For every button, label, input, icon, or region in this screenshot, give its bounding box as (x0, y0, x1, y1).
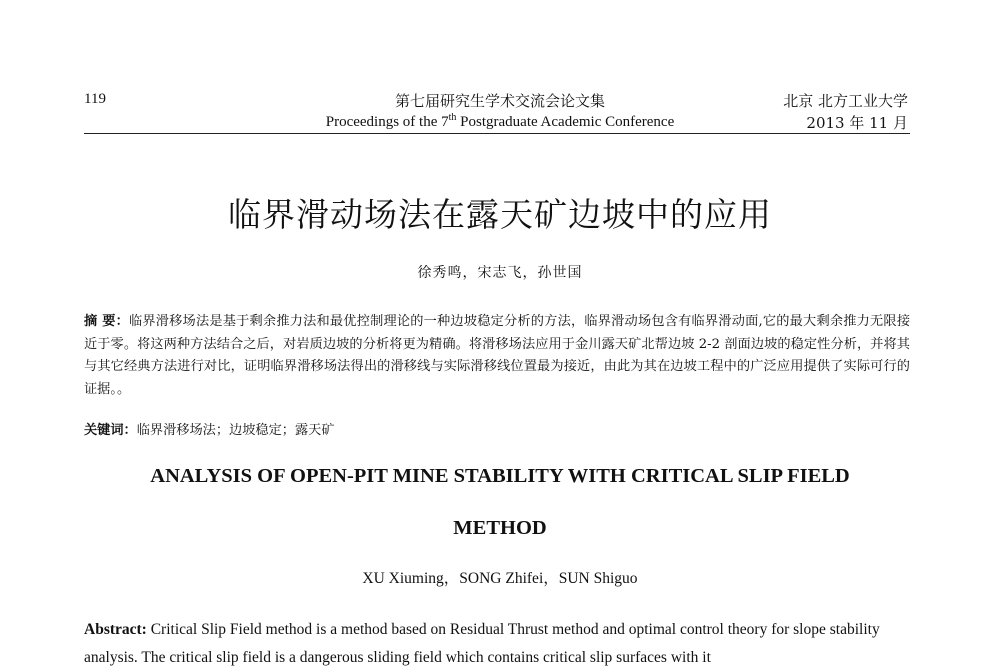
paper-title-en (0, 450, 1000, 554)
abstract-cn-body: 临界滑移场法是基于剩余推力法和最优控制理论的一种边坡稳定分析的方法，临界滑动场包含有临界滑动面,它的最大剩余推力无限接近于零。将这两种方法结合之后，对岩质边坡的分析将更为精确。将滑移场法应用于金川露天矿北帮边坡 2-2 剖面边坡的稳定性分析，并将其与其它经典方法进行对比，证明临界滑移场法得出的滑移线与实际滑移线位置最为接近，由此为其在边坡工程中的广泛应用提供了实际可行的证据。。 (84, 314, 911, 397)
paper-title-en-line2: METHOD (453, 517, 547, 539)
keywords-cn (84, 419, 910, 438)
conference-title-cn: 第七届研究生学术交流会论文集 (394, 92, 605, 110)
abstract-cn (84, 311, 910, 401)
paper-title-cn: 临界滑动场法在露天矿边坡中的应用 (228, 195, 772, 234)
abstract-en-label: Abstract: (84, 621, 147, 638)
paper-title-en-line1: ANALYSIS OF OPEN-PIT MINE STABILITY WITH CRITICAL SLIP FIELD (150, 465, 850, 487)
authors-cn: 徐秀鸣，宋志飞，孙世国 (417, 265, 583, 281)
keywords-cn-label: 关键词： (84, 423, 137, 438)
abstract-en-body: Critical Slip Field method is a method based on Residual Thrust method and optimal control theory for slope stability analysis. The critical slip field is a dangerous sliding field which contains critical slip surfaces with it (84, 621, 880, 666)
page-number: 119 (84, 91, 106, 107)
conference-date: 2013 年 11 月 (806, 114, 908, 132)
abstract-en (84, 616, 914, 672)
conference-title-en-prefix: Proceedings of the 7 (325, 114, 449, 130)
header-rule (84, 133, 910, 134)
conference-title-en-suffix: Postgraduate Academic Conference (456, 114, 675, 130)
conference-title-en-sup: th (448, 112, 457, 123)
conference-location: 北京 北方工业大学 (783, 92, 908, 110)
abstract-cn-label: 摘 要： (84, 314, 129, 329)
keywords-cn-body: 临界滑移场法；边坡稳定；露天矿 (136, 423, 335, 438)
authors-en: XU Xiuming，SONG Zhifei，SUN Shiguo (362, 570, 638, 587)
